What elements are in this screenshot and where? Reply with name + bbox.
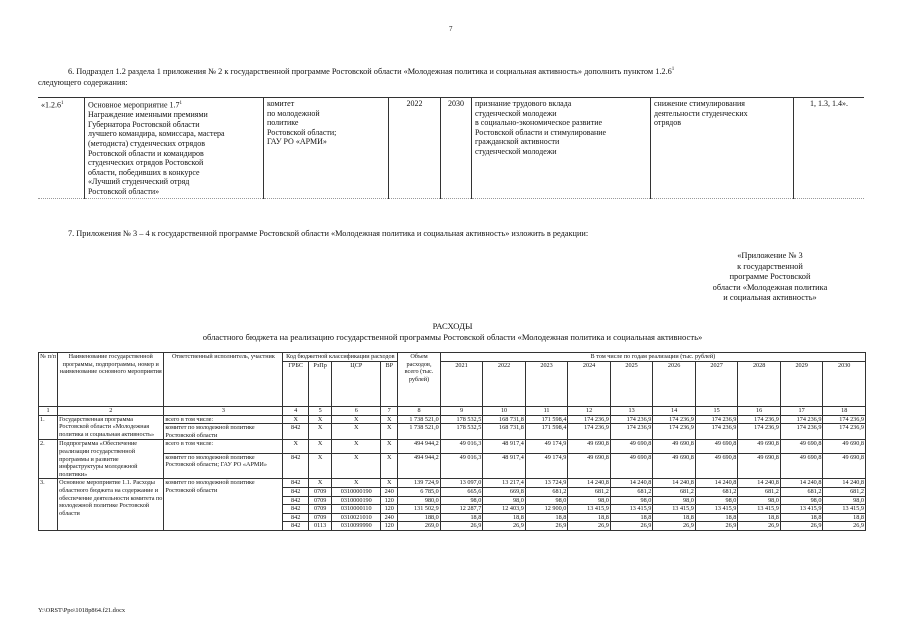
page-number: 7 [449, 25, 453, 33]
row-year-value: 14 240,8 [610, 479, 653, 488]
insert-end-year: 2030 [441, 98, 472, 199]
insert-table [38, 97, 864, 199]
row-year-value: 665,6 [440, 487, 483, 496]
row-total: 1 738 521,0 [398, 424, 441, 440]
row-executor: комитет по молодежной политике Ростовской области [164, 424, 283, 440]
row-year-value: 26,9 [440, 522, 483, 531]
row-year-value: 98,0 [780, 496, 823, 505]
insert-name-line: «Лучший студенческий отряд [88, 177, 190, 187]
header-code-group: Код бюджетной классификации расходов [283, 353, 398, 362]
column-number: 14 [653, 406, 696, 415]
row-year-value: 171 598,4 [525, 424, 568, 440]
row-rzpr: X [308, 479, 331, 488]
row-year-value: 13 415,9 [653, 505, 696, 514]
row-year-value: 174 236,9 [568, 415, 611, 424]
table-row [39, 479, 866, 488]
header-year: 2027 [695, 361, 738, 406]
header-num: № п/п [39, 353, 58, 407]
row-year-value: 13 415,9 [738, 505, 781, 514]
row-grbs: 842 [283, 522, 309, 531]
table-row [39, 440, 866, 454]
insert-result-line: студенческой молодежи [475, 146, 557, 156]
insert-name-line: Ростовской области» [88, 187, 160, 196]
insert-executor-line: комитет [267, 99, 295, 108]
row-year-value: 681,2 [738, 487, 781, 496]
insert-name-line: Губернатора Ростовской области [88, 119, 200, 129]
insert-name [85, 98, 264, 199]
row-number: 1. [39, 415, 58, 440]
row-year-value: 174 236,9 [653, 424, 696, 440]
insert-start-year: 2022 [389, 98, 441, 199]
row-year-value: 49 690,8 [780, 440, 823, 454]
row-vr: 120 [381, 496, 398, 505]
column-number: 1 [39, 406, 58, 415]
row-total: 188,0 [398, 513, 441, 522]
row-total: 494 944,2 [398, 440, 441, 454]
row-rzpr: X [308, 440, 331, 454]
row-csr: 0310000110 [332, 505, 381, 514]
row-year-value: 14 240,8 [780, 479, 823, 488]
row-vr: X [381, 479, 398, 488]
row-grbs: X [283, 415, 309, 424]
row-executor: всего в том числе: [164, 440, 283, 454]
insert-executor-line: Ростовской области; [267, 127, 337, 137]
insert-name-line: Основное мероприятие $1.7^1$ [88, 100, 182, 110]
row-year-value: 681,2 [525, 487, 568, 496]
row-year-value: 18,8 [823, 513, 866, 522]
insert-result [472, 98, 651, 199]
row-year-value: 26,9 [610, 522, 653, 531]
row-year-value: 98,0 [568, 496, 611, 505]
row-year-value: 174 236,9 [738, 415, 781, 424]
row-executor: комитет по молодежной политике Ростовской области; ГАУ РО «АРМИ» [164, 453, 283, 478]
row-year-value: 178 532,5 [440, 424, 483, 440]
row-year-value: 12 287,7 [440, 505, 483, 514]
row-year-value: 48 917,4 [483, 440, 526, 454]
column-number: 12 [568, 406, 611, 415]
row-rzpr: X [308, 415, 331, 424]
row-total: 980,0 [398, 496, 441, 505]
column-number: 16 [738, 406, 781, 415]
insert-executor [264, 98, 389, 199]
row-year-value: 18,8 [483, 513, 526, 522]
row-year-value: 18,8 [525, 513, 568, 522]
row-total: 139 724,9 [398, 479, 441, 488]
paragraph-7: 7. Приложения № 3 – 4 к государственной программе Ростовской области «Молодежная политика и социальная активность» изложить в редакции: [68, 229, 589, 238]
page-title: РАСХОДЫ [432, 321, 473, 331]
row-rzpr: X [308, 424, 331, 440]
row-year-value: 98,0 [738, 496, 781, 505]
row-year-value: 98,0 [483, 496, 526, 505]
row-year-value: 26,9 [780, 522, 823, 531]
column-number: 7 [381, 406, 398, 415]
row-vr: X [381, 424, 398, 440]
row-year-value: 13 415,9 [568, 505, 611, 514]
row-year-value: 49 690,8 [568, 440, 611, 454]
row-name: Государственная программа Ростовской области «Молодежная политика и социальная активность» [58, 415, 164, 440]
insert-name-line: Ростовской области и командиров [88, 148, 204, 158]
column-number: 18 [823, 406, 866, 415]
row-year-value: 14 240,8 [695, 479, 738, 488]
row-year-value: 49 016,3 [440, 453, 483, 478]
row-vr: X [381, 440, 398, 454]
row-year-value: 49 690,8 [610, 453, 653, 478]
row-grbs: 842 [283, 479, 309, 488]
row-year-value: 49 690,8 [738, 440, 781, 454]
column-number: 4 [283, 406, 309, 415]
row-year-value: 98,0 [695, 496, 738, 505]
paragraph-6 [38, 64, 868, 88]
paragraph-6-line1: 6. Подраздел 1.2 раздела 1 приложения № 2 к государственной программе Ростовской области «Молодежная политика и социальная активность» дополнить пунктом 1.2.6 [68, 66, 672, 76]
row-year-value: 174 236,9 [653, 415, 696, 424]
insert-name-line: студенческих отрядов Ростовской [88, 158, 204, 168]
header-year: 2029 [780, 361, 823, 406]
row-year-value: 26,9 [525, 522, 568, 531]
column-number: 9 [440, 406, 483, 415]
column-number: 5 [308, 406, 331, 415]
row-csr: X [332, 453, 381, 478]
row-year-value: 168 731,8 [483, 415, 526, 424]
insert-name-line: области, победивших в конкурсе [88, 167, 200, 177]
column-number: 13 [610, 406, 653, 415]
row-year-value: 13 415,9 [823, 505, 866, 514]
column-number: 8 [398, 406, 441, 415]
insert-consequence-line: деятельности студенческих [654, 108, 748, 118]
row-year-value: 14 240,8 [738, 479, 781, 488]
row-grbs: 842 [283, 453, 309, 478]
row-vr: 240 [381, 513, 398, 522]
row-year-value: 174 236,9 [610, 415, 653, 424]
row-year-value: 49 690,8 [653, 453, 696, 478]
insert-result-line: признание трудового вклада [475, 99, 572, 108]
header-year: 2028 [738, 361, 781, 406]
row-year-value: 13 097,0 [440, 479, 483, 488]
row-year-value: 174 236,9 [695, 424, 738, 440]
insert-row [38, 98, 864, 199]
header-year: 2023 [525, 361, 568, 406]
row-csr: X [332, 479, 381, 488]
header-rzpr: РзПр [308, 361, 331, 406]
row-year-value: 174 236,9 [695, 415, 738, 424]
row-year-value: 49 016,3 [440, 440, 483, 454]
row-year-value: 18,8 [780, 513, 823, 522]
header-years-group: В том числе по годам реализации (тыс. рублей) [440, 353, 865, 362]
row-year-value: 18,8 [695, 513, 738, 522]
insert-result-line: гражданской активности [475, 137, 560, 147]
appendix-line: области «Молодежная политика [712, 282, 828, 292]
row-grbs: 842 [283, 505, 309, 514]
appendix-line: и социальная активность» [723, 293, 817, 303]
row-year-value: 49 690,8 [823, 453, 866, 478]
row-executor: всего в том числе: [164, 415, 283, 424]
column-number: 2 [58, 406, 164, 415]
row-year-value: 98,0 [823, 496, 866, 505]
row-name: Подпрограмма «Обеспечение реализации государственной программы и развитие инфраструктуры молодежной политики» [58, 440, 164, 479]
insert-consequence-line: снижение стимулирования [654, 99, 745, 108]
row-csr: 0310021010 [332, 513, 381, 522]
row-year-value: 174 236,9 [568, 424, 611, 440]
row-csr: X [332, 440, 381, 454]
row-rzpr: 0709 [308, 505, 331, 514]
row-year-value: 13 415,9 [610, 505, 653, 514]
row-year-value: 12 403,9 [483, 505, 526, 514]
header-year: 2025 [610, 361, 653, 406]
row-year-value: 14 240,8 [823, 479, 866, 488]
row-csr: 0310000190 [332, 496, 381, 505]
page-subtitle: областного бюджета на реализацию государственной программы Ростовской области «Молодежная политика и социальная активность» [202, 332, 703, 342]
row-rzpr: 0113 [308, 522, 331, 531]
row-year-value: 12 900,0 [525, 505, 568, 514]
row-year-value: 174 236,9 [780, 424, 823, 440]
row-vr: X [381, 415, 398, 424]
row-year-value: 168 731,8 [483, 424, 526, 440]
row-year-value: 13 217,4 [483, 479, 526, 488]
row-csr: X [332, 415, 381, 424]
header-name: Наименование государственной программы, подпрограммы, номер и наименование основного мероприятия [58, 353, 164, 407]
row-grbs: 842 [283, 424, 309, 440]
insert-name-line: Награждение именными премиями [88, 110, 208, 120]
column-number: 3 [164, 406, 283, 415]
appendix-line: программе Ростовской [729, 272, 811, 282]
row-year-value: 681,2 [823, 487, 866, 496]
row-year-value: 26,9 [653, 522, 696, 531]
row-year-value: 26,9 [695, 522, 738, 531]
row-grbs: 842 [283, 496, 309, 505]
row-year-value: 171 598,4 [525, 415, 568, 424]
row-year-value: 174 236,9 [610, 424, 653, 440]
table-row [39, 415, 866, 424]
row-year-value: 681,2 [695, 487, 738, 496]
row-year-value: 681,2 [568, 487, 611, 496]
row-year-value: 14 240,8 [568, 479, 611, 488]
column-number: 17 [780, 406, 823, 415]
row-vr: 120 [381, 505, 398, 514]
row-total: 1 738 521,0 [398, 415, 441, 424]
footer-path: Y:\ORST\Ppo\1018p864.f21.docx [38, 607, 126, 614]
row-year-value: 13 415,9 [780, 505, 823, 514]
row-number: 3. [39, 479, 58, 531]
insert-result-line: студенческой молодежи [475, 108, 557, 118]
row-year-value: 26,9 [823, 522, 866, 531]
row-year-value: 174 236,9 [780, 415, 823, 424]
header-year: 2026 [653, 361, 696, 406]
paragraph-6-sup: 1 [671, 67, 675, 72]
row-total: 131 502,9 [398, 505, 441, 514]
row-year-value: 49 690,8 [780, 453, 823, 478]
insert-executor-line: политике [267, 118, 299, 128]
row-executor: комитет по молодежной политике Ростовской области [164, 479, 283, 531]
header-year: 2024 [568, 361, 611, 406]
row-year-value: 174 236,9 [823, 424, 866, 440]
row-year-value: 49 690,8 [695, 453, 738, 478]
row-csr: 0310000190 [332, 487, 381, 496]
row-year-value: 49 174,9 [525, 440, 568, 454]
row-year-value: 98,0 [610, 496, 653, 505]
row-year-value: 48 917,4 [483, 453, 526, 478]
insert-indicators: 1, 1.3, 1.4». [794, 98, 865, 199]
row-csr: X [332, 424, 381, 440]
column-number: 10 [483, 406, 526, 415]
row-year-value: 98,0 [653, 496, 696, 505]
row-year-value: 98,0 [525, 496, 568, 505]
insert-consequence [651, 98, 794, 199]
appendix-caption [700, 251, 840, 304]
appendix-line: к государственной [737, 261, 803, 271]
row-year-value: 49 690,8 [695, 440, 738, 454]
row-year-value: 49 690,8 [823, 440, 866, 454]
row-year-value: 174 236,9 [823, 415, 866, 424]
insert-name-sup: 1 [179, 101, 182, 106]
row-year-value: 26,9 [568, 522, 611, 531]
row-grbs: 842 [283, 513, 309, 522]
row-year-value: 18,8 [568, 513, 611, 522]
insert-executor-line: ГАУ РО «АРМИ» [267, 137, 327, 147]
row-year-value: 178 532,5 [440, 415, 483, 424]
row-year-value: 13 415,9 [695, 505, 738, 514]
paragraph-6-line2: следующего содержания: [38, 77, 128, 87]
row-year-value: 49 690,8 [738, 453, 781, 478]
insert-num: «1.2.6$^1$ [38, 98, 85, 199]
row-total: 494 944,2 [398, 453, 441, 478]
insert-result-line: Ростовской области и стимулирование [475, 127, 607, 137]
row-year-value: 49 174,9 [525, 453, 568, 478]
row-year-value: 49 690,8 [568, 453, 611, 478]
row-year-value: 174 236,9 [738, 424, 781, 440]
header-year: 2022 [483, 361, 526, 406]
column-number: 15 [695, 406, 738, 415]
row-year-value: 14 240,8 [653, 479, 696, 488]
row-year-value: 681,2 [780, 487, 823, 496]
column-number: 6 [332, 406, 381, 415]
insert-name-line: (методиста) студенческих отрядов [88, 139, 205, 149]
row-csr: 0310099990 [332, 522, 381, 531]
row-grbs: X [283, 440, 309, 454]
row-year-value: 49 690,8 [610, 440, 653, 454]
row-grbs: 842 [283, 487, 309, 496]
row-year-value: 98,0 [440, 496, 483, 505]
header-row-1 [39, 353, 866, 362]
header-grbs: ГРБС [283, 361, 309, 406]
header-executor: Ответственный исполнитель, участник [164, 353, 283, 407]
row-vr: 120 [381, 522, 398, 531]
header-year: 2021 [440, 361, 483, 406]
row-year-value: 681,2 [610, 487, 653, 496]
row-rzpr: 0709 [308, 513, 331, 522]
row-total: 269,0 [398, 522, 441, 531]
header-year: 2030 [823, 361, 866, 406]
row-year-value: 49 690,8 [653, 440, 696, 454]
insert-consequence-line: отрядов [654, 118, 682, 128]
row-year-value: 18,8 [653, 513, 696, 522]
row-year-value: 18,8 [738, 513, 781, 522]
header-volume: Объем расходов, всего (тыс. рублей) [398, 353, 441, 407]
insert-result-line: в социально-экономическое развитие [475, 118, 603, 128]
column-number: 11 [525, 406, 568, 415]
row-number: 2. [39, 440, 58, 479]
row-vr: X [381, 453, 398, 478]
column-number-row [39, 406, 866, 415]
row-year-value: 26,9 [483, 522, 526, 531]
header-vr: ВР [381, 361, 398, 406]
row-year-value: 18,8 [610, 513, 653, 522]
row-rzpr: 0709 [308, 487, 331, 496]
appendix-line: «Приложение № 3 [737, 251, 803, 260]
row-total: 6 785,0 [398, 487, 441, 496]
row-year-value: 13 724,9 [525, 479, 568, 488]
row-rzpr: X [308, 453, 331, 478]
row-rzpr: 0709 [308, 496, 331, 505]
insert-name-line: лучшего командира, комиссара, мастера [88, 129, 225, 139]
expenses-table [38, 352, 866, 531]
row-name: Основное мероприятие 1.1. Расходы областного бюджета на содержание и обеспечение деятельности комитета по молодежной политике Ростовской области [58, 479, 164, 531]
header-csr: ЦСР [332, 361, 381, 406]
insert-executor-line: по молодежной [267, 108, 320, 118]
row-year-value: 18,8 [440, 513, 483, 522]
row-year-value: 681,2 [653, 487, 696, 496]
row-year-value: 26,9 [738, 522, 781, 531]
row-year-value: 669,8 [483, 487, 526, 496]
row-vr: 240 [381, 487, 398, 496]
